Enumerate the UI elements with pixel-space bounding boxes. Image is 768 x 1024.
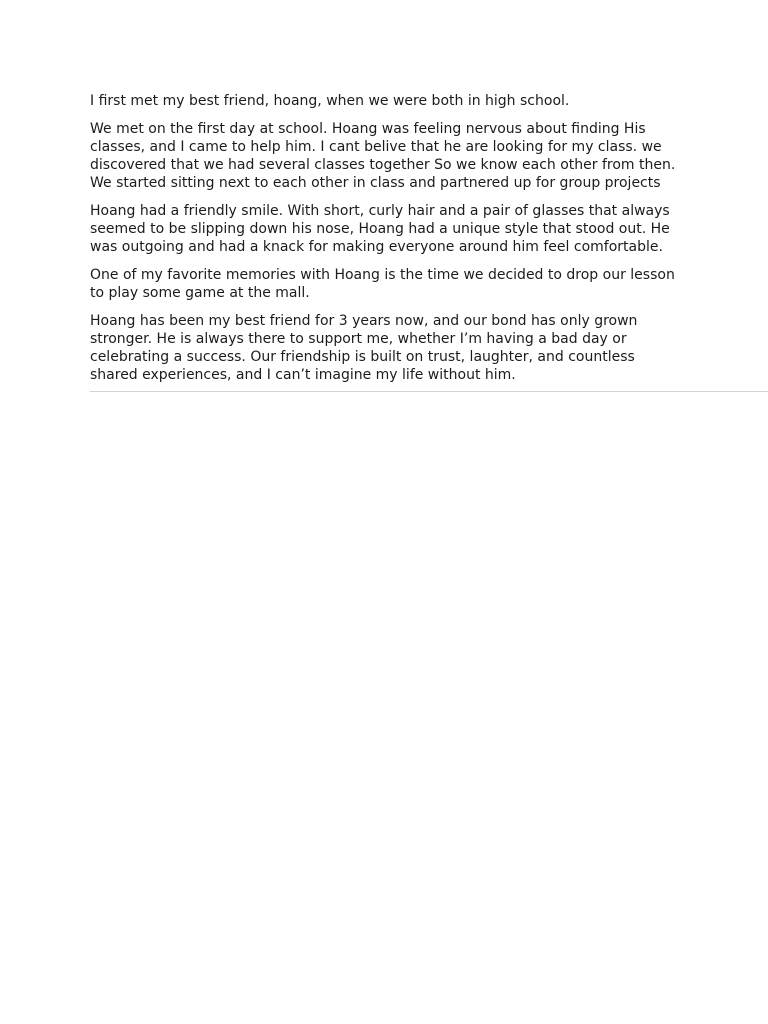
paragraph-intro: I first met my best friend, hoang, when we were both in high school. <box>90 93 570 109</box>
essay-body <box>90 92 680 394</box>
paragraph-description: Hoang had a friendly smile. With short, curly hair and a pair of glasses that always seemed to be slipping down his nose, Hoang had a unique style that stood out. He was outgoing and had a knack for making everyone around him feel comfortable. <box>90 203 670 255</box>
paragraph-first-meeting: We met on the first day at school. Hoang was feeling nervous about finding His classes, and I came to help him. I cant belive that he are looking for my class. we discovered that we had several classes together So we know each other from then. We started sitting next to each other in class and partnered up for group projects <box>90 121 676 191</box>
horizontal-divider <box>90 391 768 392</box>
paragraph-memory: One of my favorite memories with Hoang is the time we decided to drop our lesson to play some game at the mall. <box>90 267 675 301</box>
paragraph-conclusion: Hoang has been my best friend for 3 years now, and our bond has only grown stronger. He is always there to support me, whether I’m having a bad day or celebrating a success. Our friendship is built on trust, laughter, and countless shared experiences, and I can’t imagine my life without him. <box>90 313 638 383</box>
